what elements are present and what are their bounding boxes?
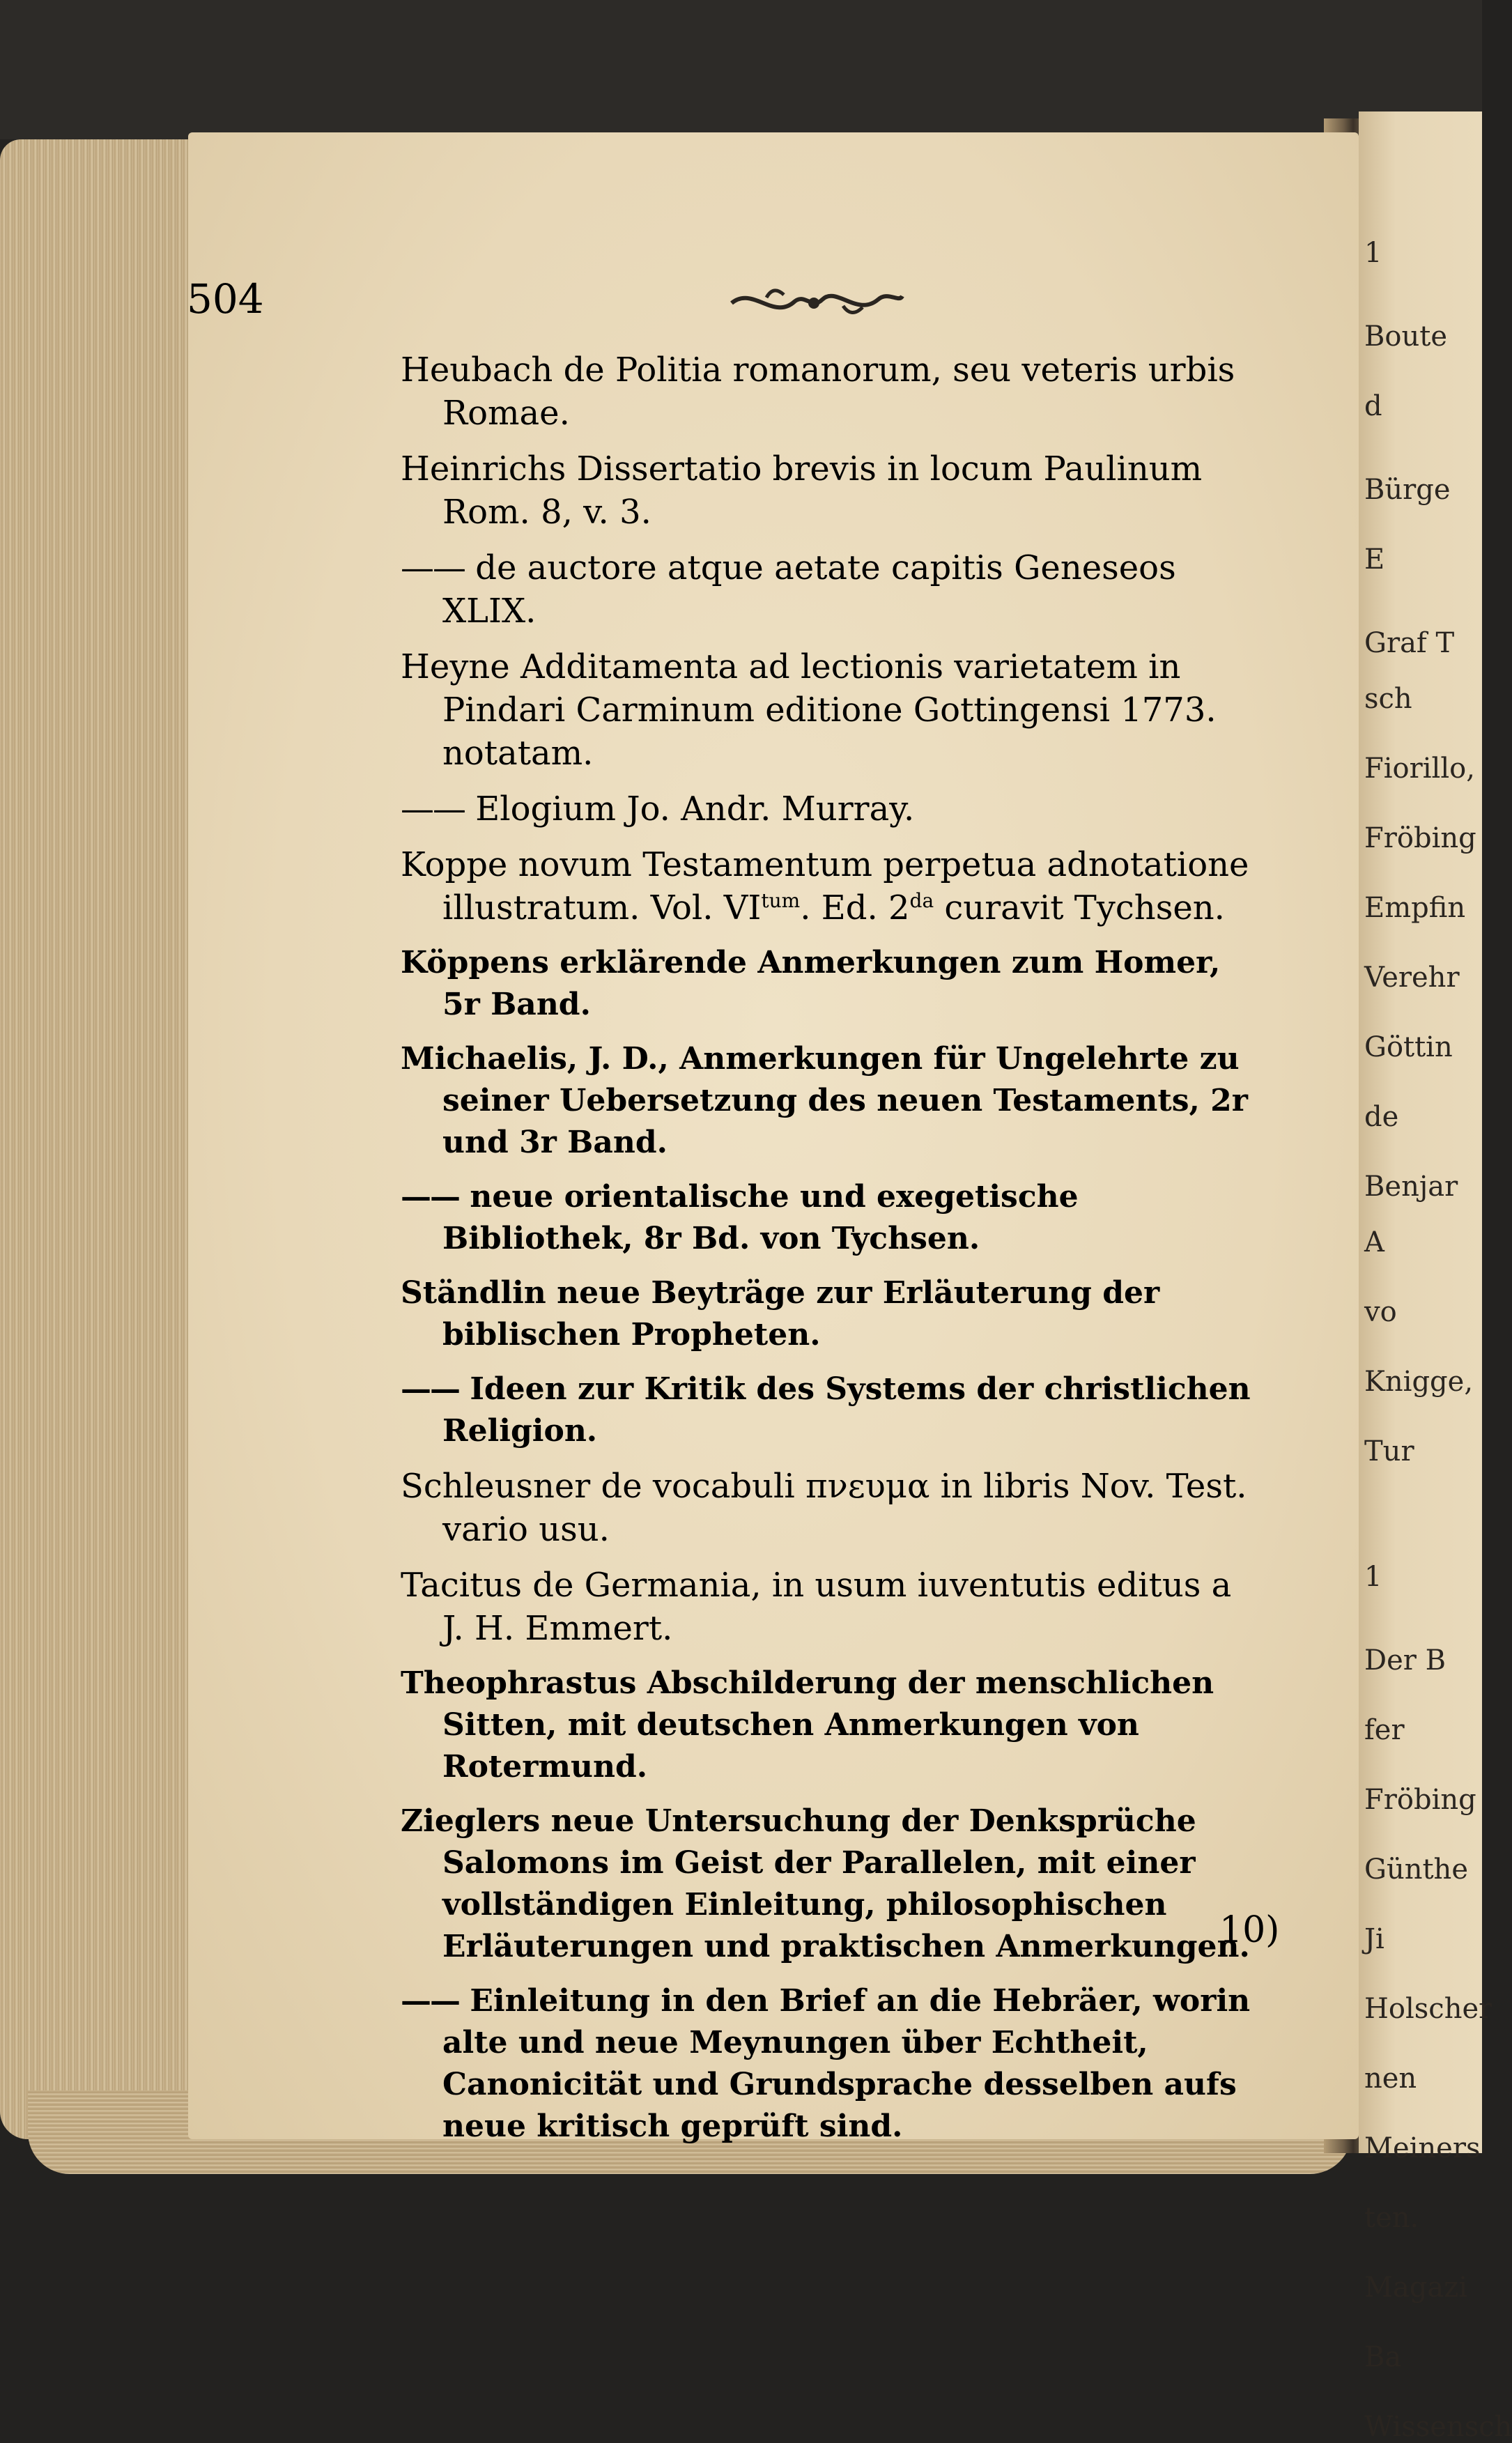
entry-text: Heubach de Politia romanorum, seu veteris urbis Romae. (401, 350, 1235, 433)
facing-page-fragment: Bürge (1364, 474, 1451, 506)
ditto-dash: —— (401, 1371, 459, 1407)
entry-text-tail: . Ed. 2 (800, 888, 910, 927)
facing-page-fragment: 1 (1364, 237, 1382, 269)
bibliography-entry (401, 942, 1258, 1026)
facing-page-fragment: Holscher (1364, 1993, 1492, 2025)
bibliography-entry (401, 1272, 1258, 1356)
background (0, 0, 1482, 139)
superscript: da (909, 889, 934, 912)
entry-text: Köppens erklärende Anmerkungen zum Homer, 5r Band. (401, 945, 1221, 1022)
entry-text: Einleitung in den Brief an die Hebräer, worin alte und neue Meynungen über Echtheit, Canonicität und Grundsprache desselben aufs neue kritisch geprüft sind. (442, 1983, 1251, 2144)
bibliography-entry (401, 787, 1258, 831)
facing-page-fragment: ten. (1364, 2202, 1419, 2234)
facing-page-fragment: de (1364, 1101, 1399, 1133)
bibliography-entry (401, 1176, 1258, 1260)
ditto-dash: —— (401, 548, 465, 587)
facing-page-fragment: fer (1364, 1714, 1405, 1746)
facing-page-fragment: Fröbing (1364, 822, 1476, 854)
bibliography-entry (401, 1663, 1258, 1788)
entry-text: Michaelis, J. D., Anmerkungen für Ungelehrte zu seiner Uebersetzung des neuen Testaments, 2r und 3r Band. (401, 1041, 1248, 1160)
entry-text: Tacitus de Germania, in usum iuventutis editus a J. H. Emmert. (401, 1566, 1232, 1648)
bibliography-entry (401, 645, 1258, 775)
entry-text: Ideen zur Kritik des Systems der christlichen Religion. (442, 1371, 1251, 1449)
facing-page (1359, 111, 1512, 2443)
facing-page-fragment: Ba (1364, 2341, 1402, 2373)
facing-page-fragment: 1 (1364, 1561, 1382, 1593)
facing-page-fragment: Wissensch (1364, 2411, 1512, 2443)
facing-page-fragment: A (1364, 1226, 1384, 1258)
bibliography-entry (401, 1980, 1258, 2148)
superscript: tum (761, 889, 801, 912)
entry-text: Heyne Additamenta ad lectionis varietatem in Pindari Carminum editione Gottingensi 1773. notatam. (401, 647, 1217, 773)
facing-page-fragment: Graf T (1364, 627, 1455, 659)
facing-page-fragment: Verehr (1364, 962, 1460, 994)
bibliography-entry (401, 843, 1258, 930)
facing-page-fragment: Göttin (1364, 1031, 1453, 1063)
bibliography-entry (401, 1564, 1258, 1650)
facing-page-fragment: Benjar (1364, 1171, 1458, 1203)
ditto-dash: —— (401, 789, 465, 829)
page-number: 504 (187, 275, 264, 323)
entry-text: Theophrastus Abschilderung der menschlichen Sitten, mit deutschen Anmerkungen von Rotermund. (401, 1665, 1214, 1785)
entry-text: neue orientalische und exegetische Bibliothek, 8r Bd. von Tychsen. (442, 1179, 1079, 1256)
entry-text: Schleusner de vocabuli πνευμα in libris Nov. Test. vario usu. (401, 1467, 1247, 1549)
entry-text: Zieglers neue Untersuchung der Denksprüche Salomons im Geist der Parallelen, mit einer vollständigen Einleitung, philosophischen Erläuterungen und praktischen Anmerkungen. (401, 1803, 1250, 1964)
facing-page-fragment: Magazi (1364, 2272, 1468, 2304)
bibliography-entry (401, 1038, 1258, 1164)
bibliography-entry (401, 447, 1258, 534)
facing-page-fragment: vo (1364, 1296, 1397, 1328)
entry-text: Ständlin neue Beyträge zur Erläuterung der biblischen Propheten. (401, 1275, 1160, 1352)
facing-page-fragment: Empfin (1364, 892, 1466, 924)
facing-page-fragment: Fröbing (1364, 1784, 1476, 1816)
facing-page-fragment: E (1364, 544, 1385, 576)
entry-text: Heinrichs Dissertatio brevis in locum Paulinum Rom. 8, v. 3. (401, 449, 1203, 532)
ditto-dash: —— (401, 1179, 459, 1215)
facing-page-fragment: Tur (1364, 1435, 1414, 1467)
bibliography-entry (401, 348, 1258, 435)
bibliography-list (401, 348, 1258, 2160)
bibliography-entry (401, 1369, 1258, 1452)
facing-page-fragment: Meiners (1364, 2132, 1481, 2164)
entry-text: Koppe novum Testamentum perpetua adnotatione illustratum. Vol. VI (401, 845, 1249, 927)
facing-page-fragment: nen (1364, 2063, 1417, 2095)
entry-text: de auctore atque aetate capitis Geneseos XLIX. (442, 548, 1176, 631)
entry-text: Elogium Jo. Andr. Murray. (475, 789, 915, 829)
facing-page-fragment: d (1364, 390, 1382, 422)
facing-page-fragment: Knigge, (1364, 1366, 1474, 1398)
facing-page-fragment: Ji (1364, 1923, 1384, 1955)
catchword: 10) (1219, 1909, 1280, 1951)
facing-page-fragment: Der B (1364, 1644, 1446, 1677)
entry-text-tail: curavit Tychsen. (934, 888, 1225, 927)
ornament-icon (725, 282, 906, 324)
facing-page-fragment: Günthe (1364, 1854, 1468, 1886)
bibliography-entry (401, 1801, 1258, 1968)
bibliography-entry (401, 546, 1258, 633)
facing-page-fragment: Boute (1364, 321, 1447, 353)
ditto-dash: —— (401, 1983, 459, 2019)
facing-page-fragment: Fiorillo, (1364, 753, 1475, 785)
facing-page-fragment: sch (1364, 683, 1412, 715)
bibliography-entry (401, 1465, 1258, 1551)
